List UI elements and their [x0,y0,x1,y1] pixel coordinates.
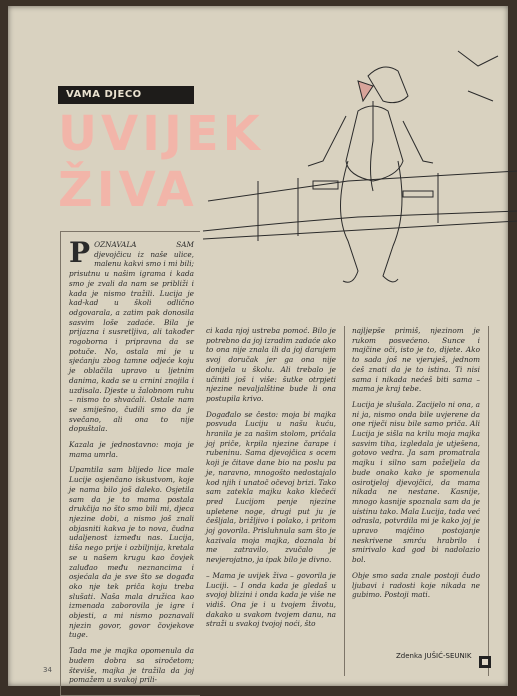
col1-para-3: Upamtila sam blijedo lice male Lucije osjenčano iskustvom, koje je nama bilo još daleko. Osjetila sam da je to mama postala drukčija no što smo bili mi, djeca njezine dobi, a nismo još znali objasniti kakva je to nova, čudna udaljenost između nas. Lucija, tiša nego prije i ozbiljnija, kretala se u našem krugu kao čovjek zaluđao među neznancima i osjećala da je sve što se događa oko nje tek priča koju treba slušati. Naša mala družica kao izmenada zaborovila je igre i objesti, a mi nismo poznavali njezin govor, govor čovjekove tuge. [69,465,194,640]
author-byline: Zdenka JUŠIĆ-SEUNIK [396,652,472,660]
col3-para-1: najljepše primiš, njezinom je rukom posvećeno. Sunce i majčine oči, isto je to, dijete. Ako to sada još ne vjeruješ, jednom ćeš znati da je to istina. Ti nisi sama i nikada nećeš biti sama – mama je kraj tebe. [352,326,480,394]
article-column-1 [60,231,200,696]
col3-para-2: Lucija je slušala. Zacijelo ni ona, a ni ja, nismo onda bile uvjerene da one riječi nisu bile samo priča. Ali Lucija je sišla na krilu moja majka sasvim tiha, izgledala je utješena, gotovo vedra. Ja sam promatrala majku i silno sam poželjela da bude onako kako je spomenula osirotjeloj djevojčici, da mama nikada ne nestane. Kasnije, mnogo kasnije spoznala sam da je uistinu tako. Mala Lucija, tada već odrasla, potvrdila mi je kako joj je upravo majčino postojanje neskrivene smrću hrabrilo i smirivalo kad god bi nadolazio bol. [352,399,480,565]
article-column-3 [346,326,489,676]
title-line-1: UVIJEK [58,106,264,162]
col2-para-2: Događalo se često: moja bi majka posvuda Luciju u našu kuću, hranila je za našim stolom, pričala joj priče, krpila njezine čarape i rubeninu. Sama djevojčica s ocem koji je čitave dane bio na poslu pa je, naravno, mnogošto nedostajalo kod njih i unatoč očevoj brizi. Tako sam zatekla majku kako klečeći pred Lucijom penje njezine upletene noge, drugi put ju je češljala, brižljivo i polako, i pritom joj govorila. Prisluhnula sam što je kazivala moja majka, doznala bi me zatravilo, zvučalo je nevjerojatno, ja ipak bilo je divno. [206,409,336,565]
col1-para-2: Kazala je jednostavno: moja je mama umrla. [69,440,194,459]
end-mark-icon [479,656,491,668]
page-number: 34 [43,666,52,674]
magazine-page [8,6,508,686]
title-line-2: ŽIVA [58,162,198,218]
girl-illustration [198,41,517,316]
article-column-2 [206,326,345,676]
col1-para-4: Tada me je majka opomenula da budem dobra sa siročetom; števiše, majka je tražila da joj pomažem u svakoj prili- [69,646,194,685]
section-label: VAMA DJECO [58,86,194,104]
col1-para-1: OZNAVALA SAM djevojčicu iz naše ulice, malenu kakvi smo i mi bili; prisutnu u našim igrama i kada smo je zvali da nam se približi i kada je nismo tražili. Lucija je kad-kad u školi odlično odgovarala, a zatim pak donosila sasvim loše zadaće. Bila je prijazna i susretljiva, ali također rogoborna i pripravna da se potuče. No, ostala mi je u sjećanju zbog tamne odjeće koju je oblačila upravo u ljetnim danima, kada se u crnini znojila i uzdisala. Djeste u žalobnom ruhu – nismo to shvaćali. Ostale nam se smiješno, čudili smo da je svečano, ali ona to nije dopuštala. [69,240,194,434]
col3-para-3: Obje smo sada znale postoji čudo ljubavi i radosti koje nikada ne gubimo. Postoji mati. [352,570,480,600]
col2-para-3: – Mama je uvijek živa – govorila je Luciji. – I onda kada je gledaš u svojoj blizini i onda kada je više ne vidiš. Ona je i u tvojem životu, dakako u svakom tvojem danu, na straži u svakoj tvojoj noći, što [206,570,336,629]
col2-para-1: ci kada njoj ustreba pomoć. Bilo je potrebno da joj izradim zadaće ako to ona nije znala ili da joj darujem svoj doručak jer ga ona nije donijela u školu. Ali trebalo je učiniti još i više: šutke otrpjeti njezine nevaljalštine bude li ona postupila krivo. [206,326,336,403]
drop-cap: P [69,236,91,269]
